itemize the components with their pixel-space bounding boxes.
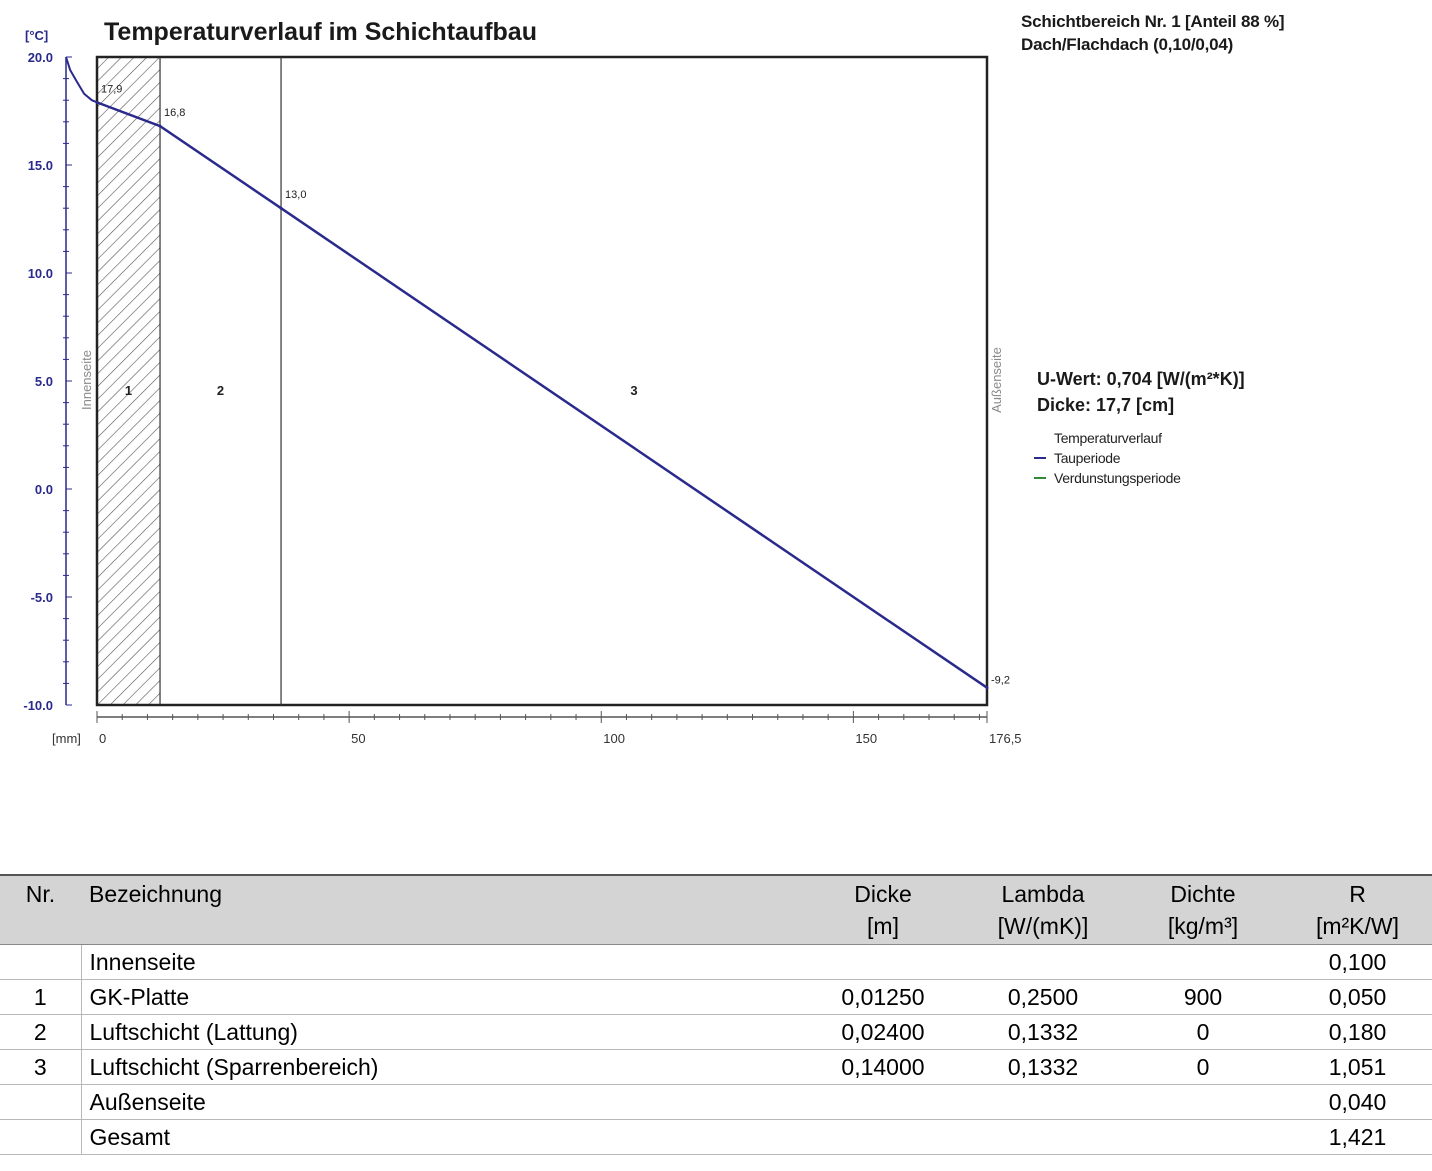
col-header-dicke-label: Dicke (854, 881, 912, 907)
layer-area-info (1021, 10, 1284, 56)
cell-dichte (1123, 1085, 1283, 1120)
col-header-r-unit: [m²K/W] (1315, 913, 1400, 939)
cell-name: Innenseite (81, 945, 803, 980)
y-tick-label: -10.0 (23, 698, 53, 713)
inner-air-curve (66, 57, 97, 102)
cell-name: Luftschicht (Lattung) (81, 1015, 803, 1050)
cell-r: 0,040 (1283, 1085, 1432, 1120)
cell-nr (0, 1085, 81, 1120)
legend (1034, 428, 1181, 488)
col-header-dichte-label: Dichte (1170, 881, 1236, 907)
layer-hatch-1 (97, 57, 160, 705)
roof-type-line: Dach/Flachdach (0,10/0,04) (1021, 35, 1234, 54)
legend-swatch-icon (1034, 477, 1046, 479)
legend-swatch-icon (1034, 457, 1046, 459)
data-label: 17,9 (101, 83, 123, 96)
cell-nr: 1 (0, 980, 81, 1015)
cell-dichte: 0 (1123, 1050, 1283, 1085)
cell-dicke: 0,14000 (803, 1050, 963, 1085)
y-tick-label: 20.0 (27, 50, 53, 65)
legend-label: Verdunstungsperiode (1054, 470, 1181, 486)
uvalue-block (1037, 366, 1245, 418)
cell-lambda (963, 945, 1123, 980)
col-header-dichte (1123, 875, 1283, 945)
col-header-r (1283, 875, 1432, 945)
cell-r: 0,100 (1283, 945, 1432, 980)
table-row (0, 1085, 1432, 1120)
x-tick-label: 150 (855, 731, 878, 746)
cell-dicke: 0,02400 (803, 1015, 963, 1050)
thickness-text: Dicke: 17,7 [cm] (1037, 395, 1175, 415)
legend-item-tauperiode (1034, 448, 1181, 468)
layer-number-label: 3 (630, 383, 638, 398)
col-header-nr: Nr. (0, 875, 81, 945)
data-label: 13,0 (285, 189, 307, 202)
x-tick-label: 0 (99, 731, 107, 746)
col-header-dicke-unit: [m] (867, 913, 899, 939)
plot-frame (97, 57, 987, 705)
cell-r: 0,050 (1283, 980, 1432, 1015)
cell-nr (0, 1120, 81, 1155)
layer-area-line: Schichtbereich Nr. 1 [Anteil 88 %] (1021, 12, 1285, 31)
cell-name: Luftschicht (Sparrenbereich) (81, 1050, 803, 1085)
cell-lambda (963, 1085, 1123, 1120)
data-label: 16,8 (164, 107, 186, 120)
chart-title: Temperaturverlauf im Schichtaufbau (104, 18, 537, 46)
y-tick-label: -5.0 (30, 590, 53, 605)
col-header-lambda-label: Lambda (1001, 881, 1085, 907)
table-row (0, 980, 1432, 1015)
cell-dicke (803, 945, 963, 980)
layer-number-label: 1 (124, 383, 133, 398)
cell-name: Gesamt (81, 1120, 803, 1155)
legend-title: Temperaturverlauf (1054, 430, 1162, 446)
table-row (0, 1015, 1432, 1050)
x-tick-label: 50 (351, 731, 366, 746)
cell-nr: 3 (0, 1050, 81, 1085)
cell-dichte (1123, 945, 1283, 980)
y-tick-label: 15.0 (27, 158, 53, 173)
y-tick-label: 5.0 (34, 374, 53, 389)
data-point (159, 125, 162, 128)
table-row (0, 945, 1432, 980)
cell-dichte: 900 (1123, 980, 1283, 1015)
cell-lambda: 0,1332 (963, 1015, 1123, 1050)
cell-nr (0, 945, 81, 980)
cell-r: 0,180 (1283, 1015, 1432, 1050)
cell-dicke: 0,01250 (803, 980, 963, 1015)
table-row (0, 1050, 1432, 1085)
cell-dichte (1123, 1120, 1283, 1155)
cell-name: GK-Platte (81, 980, 803, 1015)
table-row (0, 1120, 1432, 1155)
col-header-name: Bezeichnung (81, 875, 803, 945)
series-line-tauperiode (97, 102, 987, 687)
y-axis-unit: [°C] (25, 28, 49, 43)
col-header-dichte-unit: [kg/m³] (1167, 913, 1239, 939)
col-header-lambda (963, 875, 1123, 945)
cell-dicke (803, 1085, 963, 1120)
col-header-dicke (803, 875, 963, 945)
x-tick-label: 176,5 (989, 731, 1022, 746)
cell-lambda (963, 1120, 1123, 1155)
col-header-r-label: R (1349, 881, 1366, 907)
outer-side-label: Außenseite (989, 347, 1004, 413)
uvalue-text: U-Wert: 0,704 [W/(m²*K)] (1037, 369, 1245, 389)
cell-name: Außenseite (81, 1085, 803, 1120)
cell-nr: 2 (0, 1015, 81, 1050)
data-point (96, 101, 99, 104)
x-tick-label: 100 (603, 731, 625, 746)
cell-dicke (803, 1120, 963, 1155)
col-header-lambda-unit: [W/(mK)] (997, 913, 1089, 939)
y-tick-label: 0.0 (34, 482, 53, 497)
data-label: -9,2 (991, 674, 1010, 687)
x-axis-unit: [mm] (52, 731, 81, 746)
layer-number-label: 2 (216, 383, 225, 398)
table-header-row (0, 875, 1432, 945)
cell-r: 1,421 (1283, 1120, 1432, 1155)
cell-r: 1,051 (1283, 1050, 1432, 1085)
data-point (986, 686, 989, 689)
cell-lambda: 0,1332 (963, 1050, 1123, 1085)
cell-dichte: 0 (1123, 1015, 1283, 1050)
layer-table (0, 874, 1432, 1155)
legend-label: Tauperiode (1054, 450, 1121, 466)
inner-side-label: Innenseite (79, 350, 94, 410)
data-point (280, 207, 283, 210)
cell-lambda: 0,2500 (963, 980, 1123, 1015)
y-tick-label: 10.0 (27, 266, 53, 281)
legend-item-verdunstungsperiode (1034, 468, 1181, 488)
